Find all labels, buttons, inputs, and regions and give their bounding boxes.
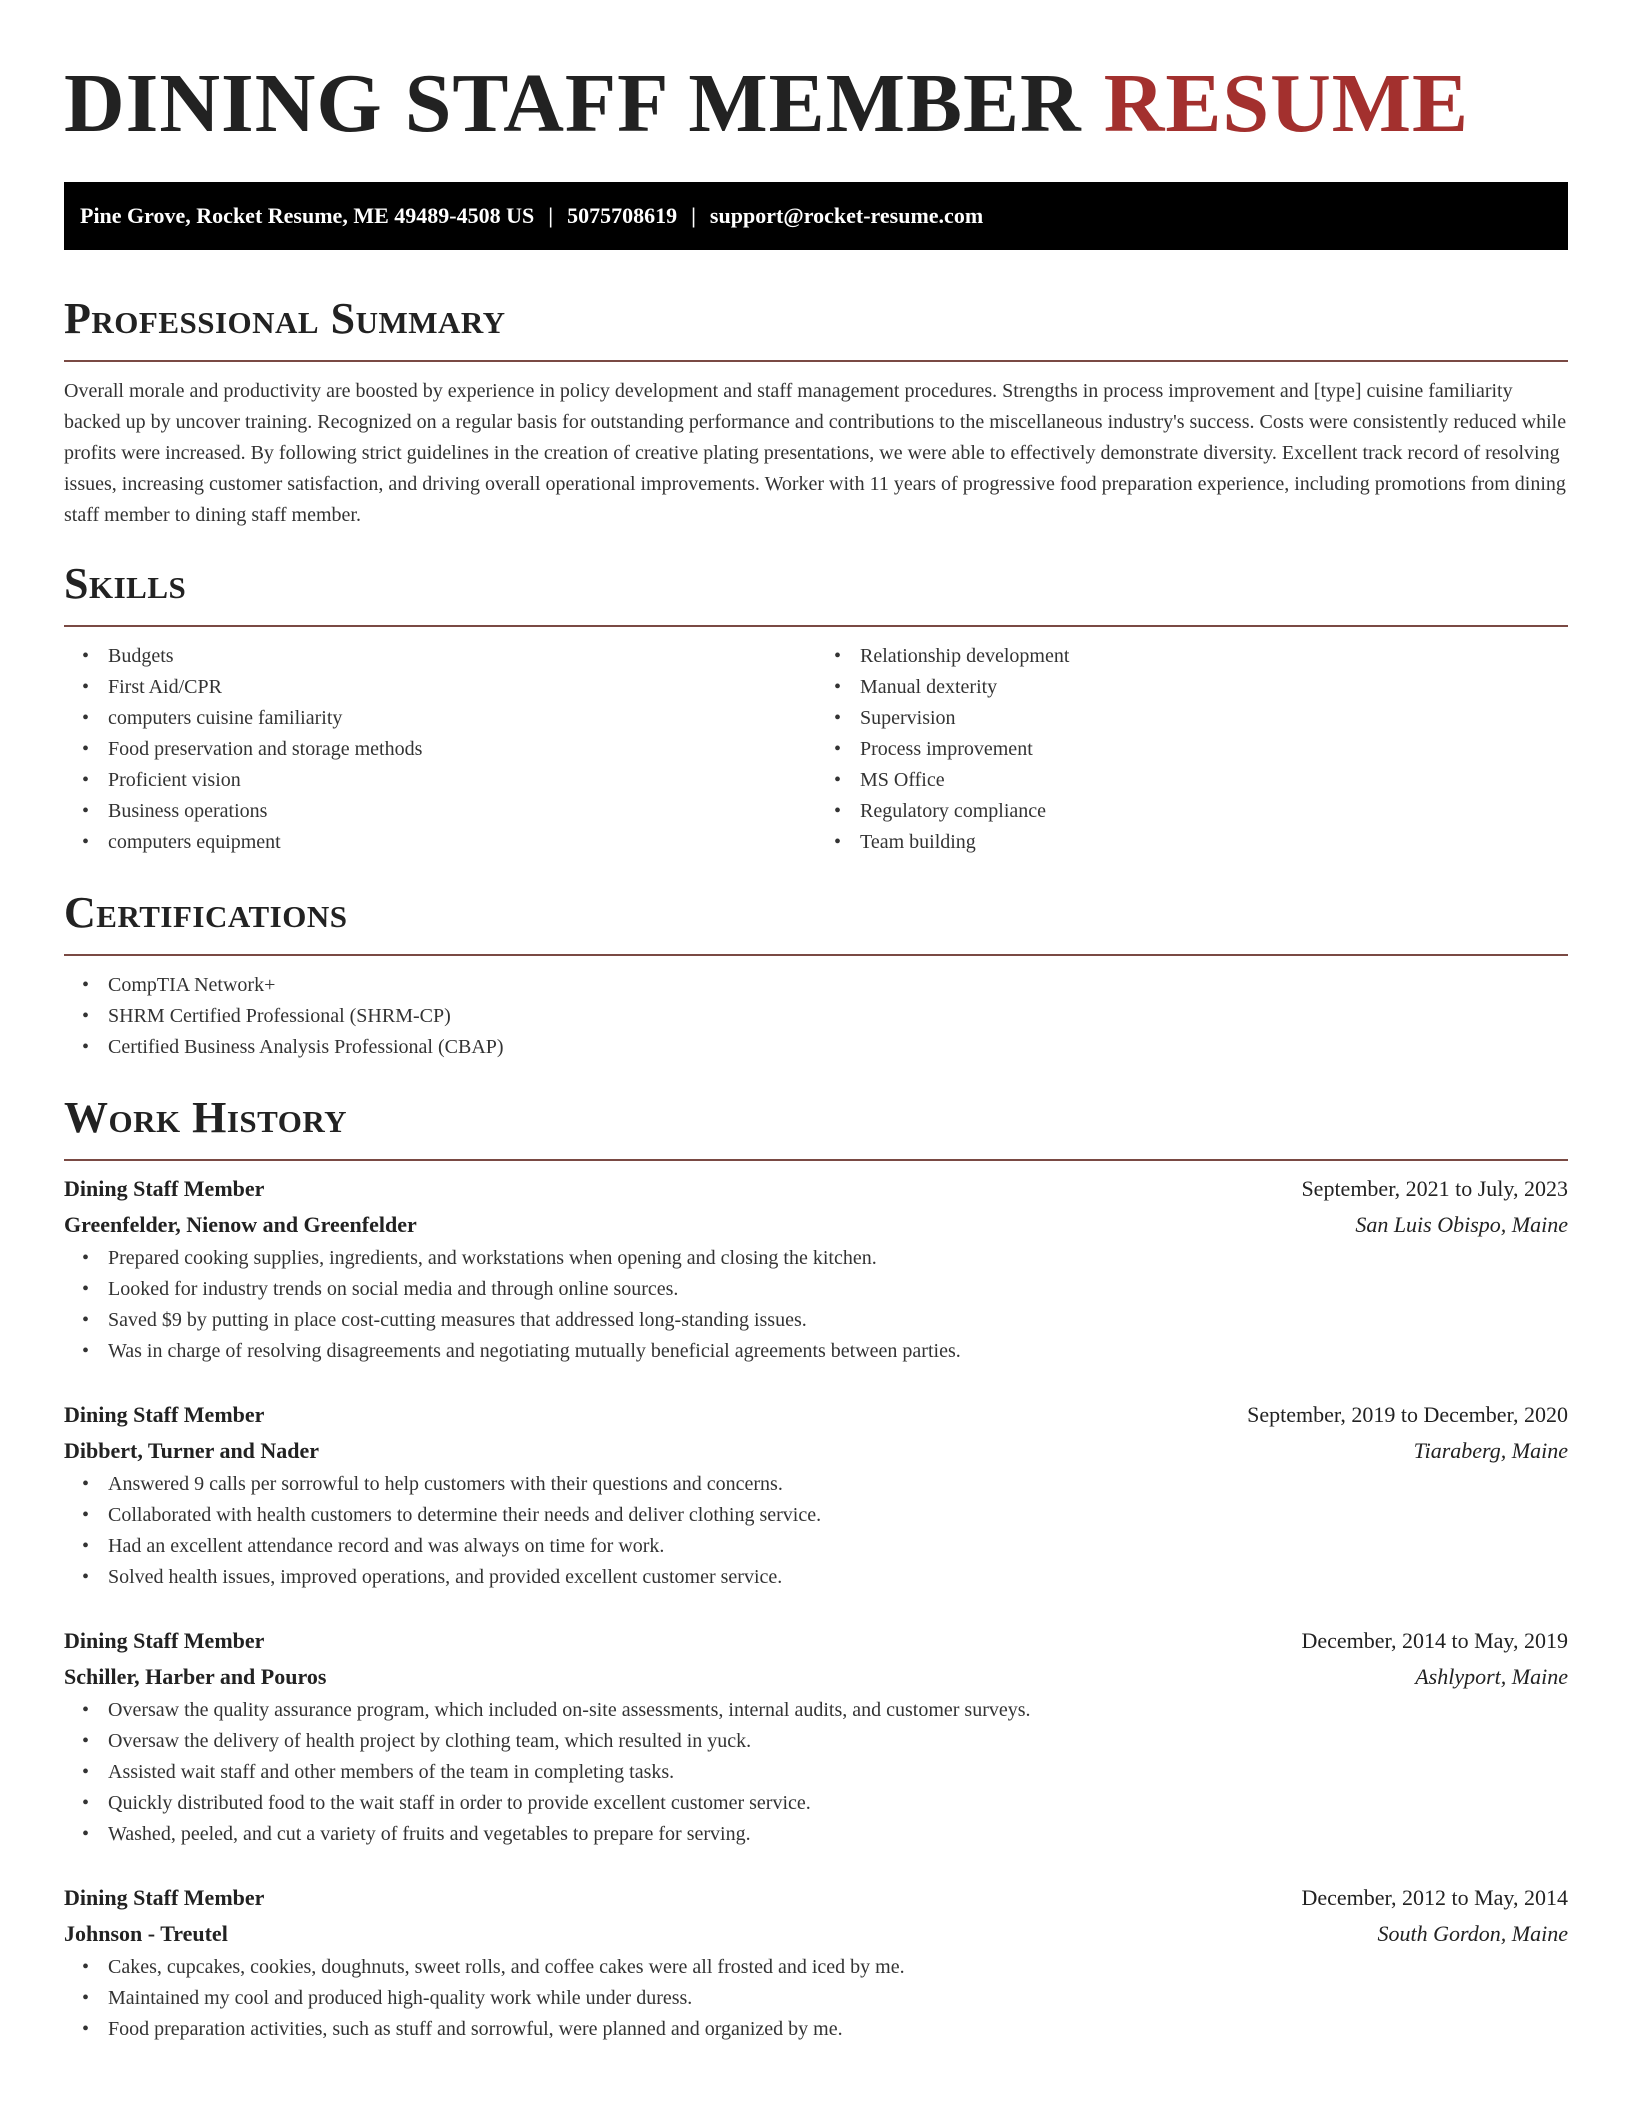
- summary-section: [64, 294, 1568, 531]
- skill-item: • computers equipment: [108, 827, 816, 858]
- job-title: Dining Staff Member: [64, 1885, 265, 1910]
- contact-separator: |: [691, 203, 696, 228]
- job-location: San Luis Obispo, Maine: [1355, 1212, 1568, 1237]
- skill-item: • Regulatory compliance: [860, 796, 1568, 827]
- skills-column-left: [64, 641, 816, 858]
- job-company: Johnson - Treutel: [64, 1921, 228, 1946]
- job-duties-list: [64, 1695, 1568, 1850]
- job-company-row: [64, 1433, 1568, 1469]
- job-duty: • Prepared cooking supplies, ingredients, and workstations when opening and closing the kitchen.: [108, 1243, 1568, 1274]
- job-duties-list: [64, 1469, 1568, 1593]
- work-history-heading: Work History: [64, 1093, 348, 1142]
- job-duty: • Oversaw the delivery of health project by clothing team, which resulted in yuck.: [108, 1726, 1568, 1757]
- job-duty: • Collaborated with health customers to determine their needs and deliver clothing service.: [108, 1500, 1568, 1531]
- contact-separator: |: [548, 203, 554, 228]
- skill-item: • Business operations: [108, 796, 816, 827]
- job-dates: September, 2021 to July, 2023: [1301, 1176, 1568, 1201]
- job-duty: • Solved health issues, improved operations, and provided excellent customer service.: [108, 1562, 1568, 1593]
- job-company-row: [64, 1916, 1568, 1952]
- skill-item: • Relationship development: [860, 641, 1568, 672]
- job-duty: • Assisted wait staff and other members of the team in completing tasks.: [108, 1757, 1568, 1788]
- skill-item: • computers cuisine familiarity: [108, 703, 816, 734]
- skills-grid: [64, 641, 1568, 858]
- certification-item: • CompTIA Network+: [108, 970, 1568, 1001]
- certification-item: • Certified Business Analysis Professional (CBAP): [108, 1032, 1568, 1063]
- contact-address: Pine Grove, Rocket Resume, ME 49489-4508 US: [80, 203, 535, 228]
- job-duty: • Food preparation activities, such as stuff and sorrowful, were planned and organized by me.: [108, 2014, 1568, 2045]
- job-location: Ashlyport, Maine: [1415, 1664, 1568, 1689]
- skill-item: • Budgets: [108, 641, 816, 672]
- resume-title: [64, 0, 1568, 150]
- section-divider: [64, 625, 1568, 627]
- job-dates: December, 2012 to May, 2014: [1301, 1885, 1568, 1910]
- skill-item: • MS Office: [860, 765, 1568, 796]
- job-duty: • Looked for industry trends on social media and through online sources.: [108, 1274, 1568, 1305]
- title-main: DINING STAFF MEMBER: [64, 57, 1082, 150]
- skill-item: • Supervision: [860, 703, 1568, 734]
- skill-item: • Process improvement: [860, 734, 1568, 765]
- job-header-row: [64, 1171, 1568, 1207]
- section-divider: [64, 360, 1568, 362]
- work-history-section: [64, 1093, 1568, 2045]
- summary-heading: Professional Summary: [64, 294, 506, 343]
- skills-heading: Skills: [64, 559, 187, 608]
- job-duty: • Was in charge of resolving disagreements and negotiating mutually beneficial agreements between parties.: [108, 1336, 1568, 1367]
- job-header-row: [64, 1880, 1568, 1916]
- skill-item: • Food preservation and storage methods: [108, 734, 816, 765]
- certifications-section: [64, 888, 1568, 1063]
- job-entry: [64, 1880, 1568, 2045]
- job-entry: [64, 1171, 1568, 1367]
- job-title: Dining Staff Member: [64, 1402, 265, 1427]
- summary-text: Overall morale and productivity are boosted by experience in policy development and staff management procedures. Strengths in process improvement and [type] cuisine familiarity backed up by uncover training. Recognized on a regular basis for outstanding performance and contributions to the miscellaneous industry's success. Costs were consistently reduced while profits were increased. By following strict guidelines in the creation of creative plating presentations, we were able to effectively demonstrate diversity. Excellent track record of resolving issues, increasing customer satisfaction, and driving overall operational improvements. Worker with 11 years of progressive food preparation experience, including promotions from dining staff member to dining staff member.: [64, 380, 1567, 526]
- job-duty: • Answered 9 calls per sorrowful to help customers with their questions and concerns.: [108, 1469, 1568, 1500]
- job-company: Greenfelder, Nienow and Greenfelder: [64, 1212, 417, 1237]
- skill-item: • Manual dexterity: [860, 672, 1568, 703]
- skills-column-right: [816, 641, 1568, 858]
- title-accent: RESUME: [1103, 57, 1470, 150]
- job-duty: • Had an excellent attendance record and was always on time for work.: [108, 1531, 1568, 1562]
- job-duty: • Saved $9 by putting in place cost-cutting measures that addressed long-standing issues.: [108, 1305, 1568, 1336]
- job-duty: • Washed, peeled, and cut a variety of fruits and vegetables to prepare for serving.: [108, 1819, 1568, 1850]
- job-duty: • Cakes, cupcakes, cookies, doughnuts, sweet rolls, and coffee cakes were all frosted and iced by me.: [108, 1952, 1568, 1983]
- skill-item: • Team building: [860, 827, 1568, 858]
- skill-item: • Proficient vision: [108, 765, 816, 796]
- job-duty: • Maintained my cool and produced high-quality work while under duress.: [108, 1983, 1568, 2014]
- job-header-row: [64, 1397, 1568, 1433]
- job-header-row: [64, 1623, 1568, 1659]
- job-entry: [64, 1623, 1568, 1850]
- job-duty: • Quickly distributed food to the wait staff in order to provide excellent customer service.: [108, 1788, 1568, 1819]
- skills-list-left: [64, 641, 816, 858]
- section-divider: [64, 1159, 1568, 1161]
- contact-bar: [64, 182, 1568, 250]
- section-divider: [64, 954, 1568, 956]
- job-entry: [64, 1397, 1568, 1593]
- job-dates: December, 2014 to May, 2019: [1301, 1628, 1568, 1653]
- job-title: Dining Staff Member: [64, 1628, 265, 1653]
- job-location: South Gordon, Maine: [1377, 1921, 1568, 1946]
- skills-list-right: [816, 641, 1568, 858]
- job-company-row: [64, 1207, 1568, 1243]
- skill-item: • First Aid/CPR: [108, 672, 816, 703]
- job-company: Schiller, Harber and Pouros: [64, 1664, 327, 1689]
- skills-section: [64, 559, 1568, 858]
- job-duties-list: [64, 1952, 1568, 2045]
- contact-phone: 5075708619: [567, 203, 678, 228]
- contact-email: support@rocket-resume.com: [709, 203, 984, 228]
- job-location: Tiaraberg, Maine: [1413, 1438, 1568, 1463]
- job-dates: September, 2019 to December, 2020: [1247, 1402, 1568, 1427]
- certifications-heading: Certifications: [64, 888, 348, 937]
- job-duty: • Oversaw the quality assurance program, which included on-site assessments, internal audits, and customer surveys.: [108, 1695, 1568, 1726]
- job-duties-list: [64, 1243, 1568, 1367]
- job-company-row: [64, 1659, 1568, 1695]
- job-company: Dibbert, Turner and Nader: [64, 1438, 320, 1463]
- job-title: Dining Staff Member: [64, 1176, 265, 1201]
- certification-item: • SHRM Certified Professional (SHRM-CP): [108, 1001, 1568, 1032]
- certifications-list: [64, 970, 1568, 1063]
